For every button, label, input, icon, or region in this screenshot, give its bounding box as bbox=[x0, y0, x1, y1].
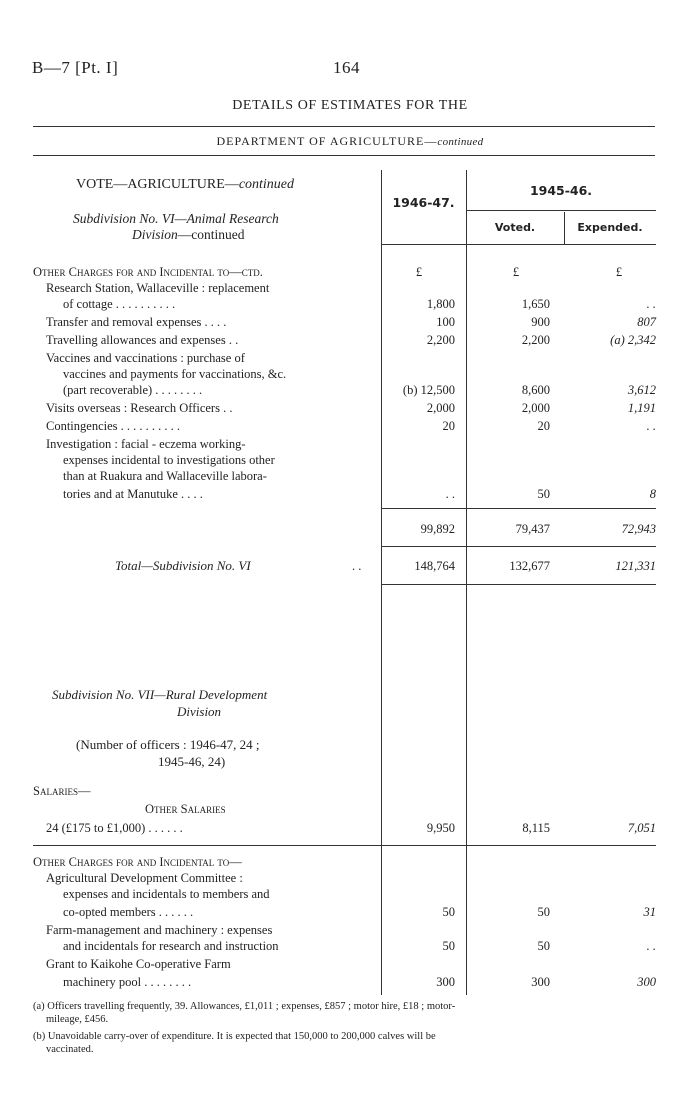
officers-count-line2: 1945-46, 24) bbox=[158, 754, 226, 769]
value-voted: 1,650 bbox=[521, 297, 550, 311]
value-expended: 3,612 bbox=[627, 383, 656, 397]
value-expended: 8 bbox=[649, 487, 656, 501]
value-1946: 2,000 bbox=[426, 401, 455, 415]
salary-expended: 7,051 bbox=[627, 821, 656, 835]
subdivision-vi-continued: —continued bbox=[177, 227, 245, 242]
total-rule-bottom bbox=[382, 584, 656, 585]
officers-count: (Number of officers : 1946-47, 24 ; bbox=[76, 737, 260, 752]
value-expended: . . bbox=[646, 939, 656, 953]
value-1946: 300 bbox=[436, 975, 455, 989]
col-1946-47: 1946-47. bbox=[392, 195, 455, 210]
item-line: tories and at Manutuke . . . . bbox=[63, 487, 203, 501]
value-expended: (a) 2,342 bbox=[610, 333, 656, 347]
pound-sign-voted: £ bbox=[512, 265, 520, 279]
value-voted: 50 bbox=[537, 939, 550, 953]
value-expended: . . bbox=[646, 419, 656, 433]
total-leader-dots: . . bbox=[352, 559, 362, 573]
value-expended: 1,191 bbox=[627, 401, 656, 415]
value-voted: 50 bbox=[537, 905, 550, 919]
subdivision-vi-title: Subdivision No. VI—Animal Research bbox=[73, 211, 279, 226]
item-line: than at Ruakura and Wallaceville labora- bbox=[63, 469, 267, 483]
item-line: Vaccines and vaccinations : purchase of bbox=[46, 351, 245, 365]
value-expended: 300 bbox=[637, 975, 656, 989]
value-voted: 2,000 bbox=[521, 401, 550, 415]
header-sub-rule bbox=[466, 210, 656, 211]
salaries-rule bbox=[33, 845, 656, 846]
pound-sign-1946: £ bbox=[415, 265, 423, 279]
value-voted: 20 bbox=[537, 419, 550, 433]
item-line: Visits overseas : Research Officers . . bbox=[46, 401, 233, 415]
subdivision-vi-title-line2 bbox=[132, 228, 245, 242]
salary-line: 24 (£175 to £1,000) . . . . . . bbox=[46, 821, 183, 835]
footnote-b-line2: vaccinated. bbox=[46, 1044, 94, 1055]
item-line: expenses incidental to investigations other bbox=[63, 453, 275, 467]
item-line: Travelling allowances and expenses . . bbox=[46, 333, 239, 347]
total-rule-top bbox=[382, 546, 656, 547]
value-1946: 1,800 bbox=[426, 297, 455, 311]
total-voted: 132,677 bbox=[509, 559, 550, 573]
item-line: Farm-management and machinery : expenses bbox=[46, 923, 273, 937]
subdivision-vii-title: Subdivision No. VII—Rural Development bbox=[52, 687, 268, 702]
salaries-heading: Salaries— bbox=[33, 784, 91, 798]
item-line: Research Station, Wallaceville : replacement bbox=[46, 281, 270, 295]
value-1946: (b) 12,500 bbox=[402, 383, 455, 397]
column-rule-2 bbox=[466, 170, 467, 995]
other-salaries-heading: Other Salaries bbox=[145, 802, 226, 816]
subtotal-1946: 99,892 bbox=[420, 522, 455, 536]
value-expended: 31 bbox=[643, 905, 656, 919]
subtotal-voted: 79,437 bbox=[515, 522, 550, 536]
department-subtitle bbox=[0, 134, 700, 149]
value-voted: 300 bbox=[531, 975, 550, 989]
subtitle-rule bbox=[33, 155, 655, 156]
item-line: (part recoverable) . . . . . . . . bbox=[63, 383, 203, 397]
value-1946: 20 bbox=[442, 419, 455, 433]
item-line: of cottage . . . . . . . . . . bbox=[63, 297, 176, 311]
value-voted: 8,600 bbox=[521, 383, 550, 397]
subdivision-vi-division: Division bbox=[132, 227, 178, 242]
footnote-a: (a) Officers travelling frequently, 39. Allowances, £1,011 ; expenses, £857 ; motor hire, £18 ; motor- bbox=[33, 1001, 456, 1012]
header-bottom-rule bbox=[382, 244, 656, 245]
vote-title-continued: continued bbox=[238, 177, 295, 192]
value-voted: 2,200 bbox=[521, 333, 550, 347]
item-line: vaccines and payments for vaccinations, &c. bbox=[63, 367, 287, 381]
salary-1946: 9,950 bbox=[426, 821, 455, 835]
item-line: co-opted members . . . . . . bbox=[63, 905, 194, 919]
col-voted: Voted. bbox=[494, 221, 536, 234]
total-expended: 121,331 bbox=[615, 559, 656, 573]
item-line: Grant to Kaikohe Co-operative Farm bbox=[46, 957, 231, 971]
value-1946: 100 bbox=[436, 315, 455, 329]
subtotal-rule bbox=[382, 508, 656, 509]
item-line: Transfer and removal expenses . . . . bbox=[46, 315, 227, 329]
item-line: Investigation : facial - eczema working- bbox=[46, 437, 246, 451]
col-1945-46: 1945-46. bbox=[529, 183, 593, 198]
value-1946: 2,200 bbox=[426, 333, 455, 347]
value-1946: 50 bbox=[442, 905, 455, 919]
vote-title bbox=[76, 178, 294, 192]
footnote-b: (b) Unavoidable carry-over of expenditure. It is expected that 150,000 to 200,000 calves will be bbox=[33, 1031, 436, 1042]
value-1946: . . bbox=[445, 487, 455, 501]
subtotal-expended: 72,943 bbox=[621, 522, 656, 536]
other-charges-vii-heading: Other Charges for and Incidental to— bbox=[33, 855, 242, 869]
header-voted-divider bbox=[564, 212, 565, 244]
total-1946: 148,764 bbox=[414, 559, 455, 573]
pound-sign-expended: £ bbox=[615, 265, 623, 279]
vote-title-main: VOTE—AGRICULTURE— bbox=[76, 177, 239, 192]
title-rule bbox=[33, 126, 655, 127]
salary-voted: 8,115 bbox=[522, 821, 550, 835]
department-name: DEPARTMENT OF AGRICULTURE— bbox=[216, 134, 438, 148]
item-line: Agricultural Development Committee : bbox=[46, 871, 243, 885]
value-expended: . . bbox=[646, 297, 656, 311]
col-expended: Expended. bbox=[577, 221, 643, 234]
value-expended: 807 bbox=[637, 315, 656, 329]
total-label: Total—Subdivision No. VI bbox=[115, 558, 251, 573]
item-line: Contingencies . . . . . . . . . . bbox=[46, 419, 181, 433]
document-reference: B—7 [Pt. I] bbox=[32, 58, 119, 77]
item-line: machinery pool . . . . . . . . bbox=[63, 975, 192, 989]
department-continued: continued bbox=[437, 136, 484, 148]
item-line: and incidentals for research and instruction bbox=[63, 939, 279, 953]
value-voted: 900 bbox=[531, 315, 550, 329]
column-rule-1 bbox=[381, 170, 382, 995]
footnote-a-line2: mileage, £456. bbox=[46, 1014, 109, 1025]
page-title: DETAILS OF ESTIMATES FOR THE bbox=[232, 98, 468, 113]
value-1946: 50 bbox=[442, 939, 455, 953]
page-number: 164 bbox=[333, 58, 360, 77]
value-voted: 50 bbox=[537, 487, 550, 501]
item-line: expenses and incidentals to members and bbox=[63, 887, 270, 901]
subdivision-vii-title-line2: Division bbox=[177, 704, 222, 719]
other-charges-heading: Other Charges for and Incidental to—ctd. bbox=[33, 265, 263, 279]
